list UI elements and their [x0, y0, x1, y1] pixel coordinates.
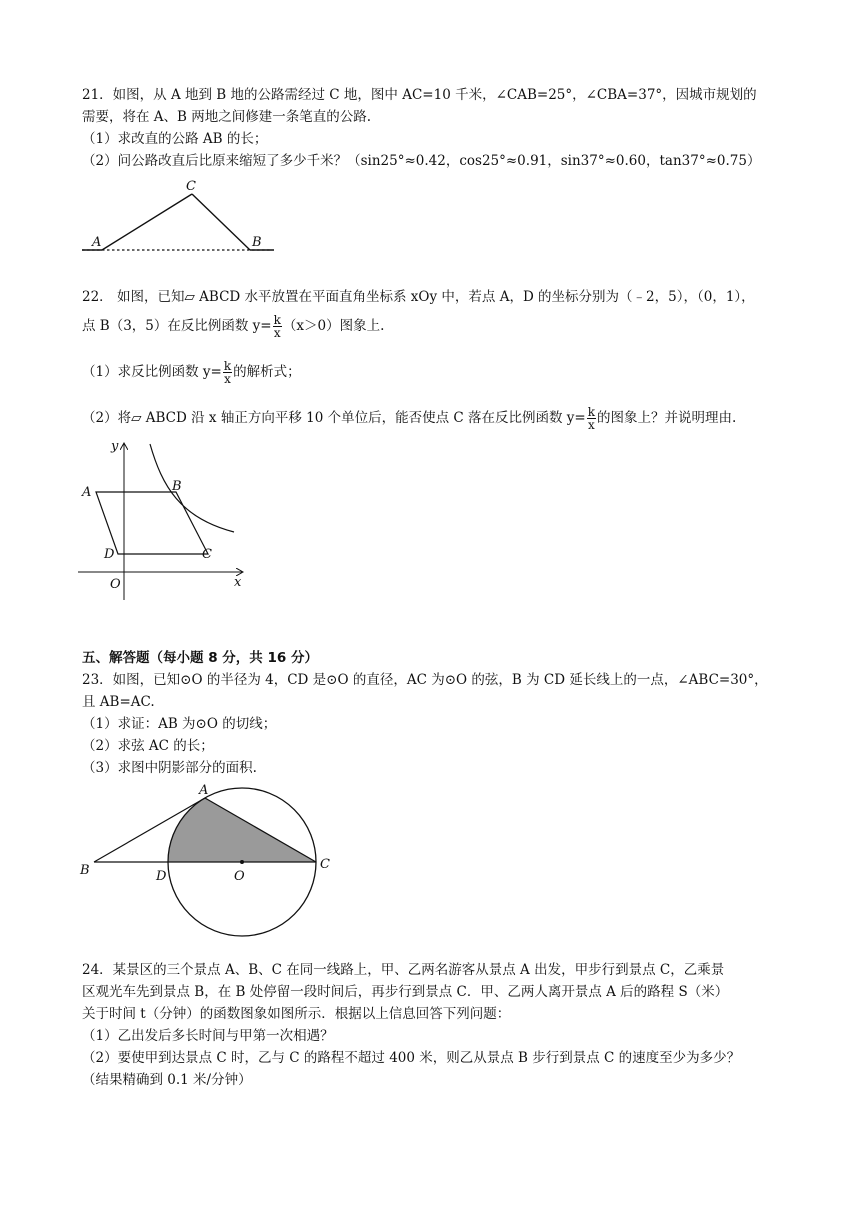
label-a: A: [92, 235, 102, 250]
fraction-numerator: k: [223, 359, 232, 373]
parallelogram-abcd: [96, 492, 208, 554]
q22-part1: [82, 360, 301, 385]
label-b: B: [80, 863, 90, 878]
q23-circle-figure: [78, 780, 348, 940]
fraction-k-over-x: [223, 360, 232, 385]
hyperbola-curve: [150, 444, 234, 532]
q22-part2-pre: （2）将▱ ABCD 沿 x 轴正方向平移 10 个单位后，能否使点 C 落在反比例函数 y=: [82, 410, 586, 426]
q24-line3: 关于时间 t（分钟）的函数图象如图所示．根据以上信息回答下列问题：: [82, 1006, 511, 1022]
q22-part1-post: 的解析式；: [233, 364, 301, 380]
q22-part1-pre: （1）求反比例函数 y=: [82, 364, 222, 380]
label-y: y: [111, 439, 119, 454]
center-point: [240, 860, 244, 864]
label-o: O: [110, 577, 121, 592]
label-a: A: [199, 783, 209, 798]
label-c: C: [186, 179, 196, 194]
q24-part2: （2）要使甲到达景点 C 时，乙与 C 的路程不超过 400 米，则乙从景点 B 步行到景点 C 的速度至少为多少？: [82, 1050, 741, 1066]
label-b: B: [172, 479, 182, 494]
label-c: C: [320, 857, 330, 872]
q22-coordinate-figure: [78, 438, 258, 608]
section-title: 五、解答题（每小题 8 分，共 16 分）: [82, 650, 318, 666]
q22-line2-post: （x＞0）图象上.: [282, 318, 385, 334]
fraction-numerator: k: [273, 313, 281, 327]
fraction-denominator: x: [273, 326, 281, 340]
fraction-denominator: x: [224, 372, 231, 386]
q24-line1: 24．某景区的三个景点 A、B、C 在同一线路上，甲、乙两名游客从景点 A 出发，甲步行到景点 C，乙乘景: [82, 962, 725, 978]
q23-part2: （2）求弦 AC 的长；: [82, 738, 214, 754]
label-b: B: [252, 235, 262, 250]
q21-part2: （2）问公路改直后比原来缩短了多少千米？（sin25°≈0.42，cos25°≈0.91，sin37°≈0.60，tan37°≈0.75）: [82, 153, 761, 169]
q21-line2: 需要，将在 A、B 两地之间修建一条笔直的公路.: [82, 109, 372, 125]
segment-ac: [102, 194, 192, 250]
segment-cb: [192, 194, 250, 250]
q23-part3: （3）求图中阴影部分的面积.: [82, 760, 257, 776]
q22-line2: [82, 314, 384, 339]
q22-line2-pre: 点 B（3，5）在反比例函数 y=: [82, 318, 272, 334]
label-x: x: [234, 575, 242, 590]
label-o: O: [234, 869, 245, 884]
q22-line1: 22． 如图，已知▱ ABCD 水平放置在平面直角坐标系 xOy 中，若点 A，D 的坐标分别为（﹣2，5），（0，1），: [82, 289, 755, 305]
q24-line2: 区观光车先到景点 B，在 B 处停留一段时间后，再步行到景点 C．甲、乙两人离开景点 A 后的路程 S（米）: [82, 984, 729, 1000]
q23-part1: （1）求证：AB 为⊙O 的切线；: [82, 716, 277, 732]
shaded-region: [168, 798, 316, 862]
fraction-denominator: x: [587, 418, 595, 432]
fraction-numerator: k: [587, 405, 596, 419]
label-d: D: [104, 547, 115, 562]
q22-part2-post: 的图象上？并说明理由.: [597, 410, 737, 426]
q23-line2: 且 AB=AC.: [82, 694, 155, 710]
label-c: C: [202, 547, 212, 562]
fraction-k-over-x: [587, 406, 596, 431]
q21-part1: （1）求改直的公路 AB 的长；: [82, 131, 268, 147]
label-a: A: [82, 485, 92, 500]
q24-part3: （结果精确到 0.1 米/分钟）: [82, 1072, 252, 1088]
fraction-k-over-x: [273, 314, 282, 339]
q24-part1: （1）乙出发后多长时间与甲第一次相遇？: [82, 1028, 334, 1044]
label-d: D: [156, 869, 167, 884]
q21-line1: 21．如图，从 A 地到 B 地的公路需经过 C 地，图中 AC=10 千米，∠CAB=25°，∠CBA=37°，因城市规划的: [82, 87, 757, 103]
q23-line1: 23．如图，已知⊙O 的半径为 4，CD 是⊙O 的直径，AC 为⊙O 的弦，B 为 CD 延长线上的一点，∠ABC=30°，: [82, 672, 768, 688]
q22-part2: [82, 406, 736, 431]
q21-triangle-figure: [78, 178, 278, 258]
